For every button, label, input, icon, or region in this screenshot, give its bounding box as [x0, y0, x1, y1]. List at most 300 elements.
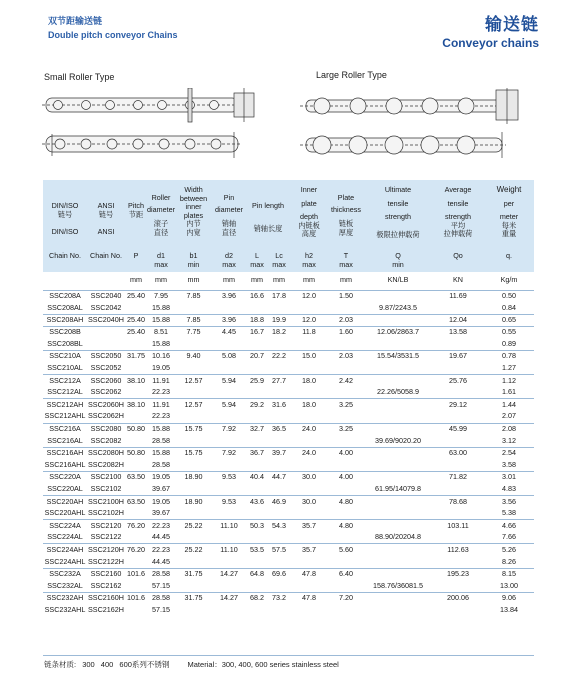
cell-d1: 22.23: [152, 411, 170, 421]
cell-T: [328, 484, 364, 496]
cell-d1: 22.23: [147, 520, 175, 532]
cell-ansi: SSC2052: [90, 363, 122, 373]
table-row: [43, 411, 534, 423]
cell-h2: [290, 508, 328, 520]
cell-qo: [432, 604, 484, 616]
cell-p: 25.40: [125, 314, 147, 326]
cell-d2: [212, 484, 246, 496]
cell-qo: [432, 302, 484, 314]
cell-L: 68.2: [246, 592, 268, 604]
cell-d2: 7.92: [212, 423, 246, 435]
cell-q: 22.26/5058.9: [377, 387, 419, 397]
cell-din: SSC208BL: [47, 338, 83, 348]
cell-b1: 7.85: [175, 314, 212, 326]
cell-q: [364, 459, 432, 471]
cell-L: [246, 556, 268, 568]
cell-ansi: SSC2122: [90, 532, 122, 542]
header-row: [43, 180, 534, 252]
col-pin-length: Pin length 销轴长度: [246, 180, 290, 252]
cell-d2: [212, 508, 246, 520]
cell-p: [125, 435, 147, 447]
cell-p: 76.20: [125, 520, 147, 532]
cell-b1: 9.40: [175, 350, 212, 362]
large-roller-label: Large Roller Type: [316, 70, 387, 80]
cell-T: 1.50: [328, 290, 364, 302]
cell-Lc: [268, 387, 290, 399]
cell-qo: [432, 435, 484, 447]
cell-din: SSC220A: [43, 471, 87, 483]
cell-Lc: 57.5: [268, 544, 290, 556]
cell-Lc: [268, 459, 290, 471]
cell-L: [246, 508, 268, 520]
cell-din: SSC210AL: [47, 363, 83, 373]
cell-L: 16.7: [246, 326, 268, 338]
cell-din: SSC216AHL: [44, 459, 86, 469]
cell-b1: [175, 604, 212, 616]
cell-Lc: [268, 363, 290, 375]
cell-q: [364, 556, 432, 568]
cell-T: 4.80: [328, 520, 364, 532]
table-row: [43, 580, 534, 592]
table-row: [43, 423, 534, 435]
cell-h2: [290, 532, 328, 544]
cell-d2: [212, 532, 246, 544]
cell-ansi: SSC2162: [90, 580, 122, 590]
cell-d2: 14.27: [212, 592, 246, 604]
header-unit-row: mm mm mm mm mm mm mm mm KN/LB KN Kg/m: [43, 272, 534, 290]
cell-T: [328, 411, 364, 423]
cell-d1: 19.05: [147, 471, 175, 483]
cell-din: SSC224AH: [43, 544, 87, 556]
cell-ansi: SSC2120H: [87, 544, 125, 556]
header-right: [442, 10, 539, 50]
cell-q: [364, 544, 432, 556]
cell-qo: [432, 508, 484, 520]
cell-d2: [212, 363, 246, 375]
table-row: [43, 447, 534, 459]
cell-p: 38.10: [125, 399, 147, 411]
cell-b1: [175, 484, 212, 496]
col-ultimate: Ultimate tensile strength 极限拉伸载荷: [364, 180, 432, 252]
cell-w: 8.26: [502, 556, 516, 566]
cell-p: [125, 363, 147, 375]
cell-qo: [432, 580, 484, 592]
cell-L: [246, 484, 268, 496]
cell-T: [328, 580, 364, 592]
cell-w: 0.50: [484, 290, 534, 302]
cell-d1: 22.23: [147, 544, 175, 556]
col-plate-thickness: Plate thickness 链板 厚度: [328, 180, 364, 252]
header-left: [48, 14, 178, 40]
cell-w: 0.84: [502, 302, 516, 312]
cell-L: 40.4: [246, 471, 268, 483]
cell-L: [246, 580, 268, 592]
cell-qo: [432, 532, 484, 544]
cell-d2: [212, 411, 246, 423]
cell-w: 4.83: [502, 484, 516, 493]
cell-qo: [432, 484, 484, 496]
cell-ansi: SSC2062H: [88, 411, 124, 421]
cell-d2: 3.96: [212, 290, 246, 302]
cell-h2: 35.7: [290, 544, 328, 556]
cell-w: 2.07: [502, 411, 516, 421]
cell-d1: 44.45: [152, 556, 170, 566]
cell-T: 4.00: [328, 471, 364, 483]
cell-q: [364, 520, 432, 532]
cell-q: [364, 375, 432, 387]
table-row: [43, 387, 534, 399]
cell-p: [125, 532, 147, 544]
cell-h2: [290, 556, 328, 568]
cell-p: [125, 580, 147, 592]
cell-d2: [212, 387, 246, 399]
cell-h2: 18.0: [290, 375, 328, 387]
cell-q: [364, 399, 432, 411]
cell-L: [246, 435, 268, 447]
cell-q: 9.87/2243.5: [379, 302, 417, 312]
cell-ansi: SSC2060: [87, 375, 125, 387]
cell-q: [364, 447, 432, 459]
cell-d2: 9.53: [212, 496, 246, 508]
cell-q: [364, 592, 432, 604]
cell-h2: [290, 387, 328, 399]
cell-b1: 15.75: [175, 423, 212, 435]
cell-h2: 35.7: [290, 520, 328, 532]
table-row: [43, 520, 534, 532]
cell-din: SSC224AHL: [44, 556, 86, 566]
cell-ansi: SSC2122H: [88, 556, 124, 566]
cell-T: 3.25: [328, 399, 364, 411]
cell-q: [364, 496, 432, 508]
cell-qo: 195.23: [432, 568, 484, 580]
cell-T: 4.00: [328, 447, 364, 459]
cell-p: 50.80: [125, 423, 147, 435]
cell-ansi: SSC2060H: [87, 399, 125, 411]
cell-T: 6.40: [328, 568, 364, 580]
cell-d1: 11.91: [147, 375, 175, 387]
table-row: [43, 604, 534, 616]
cell-Lc: [268, 411, 290, 423]
cell-ansi: SSC2080H: [87, 447, 125, 459]
cell-h2: 18.0: [290, 399, 328, 411]
cell-L: [246, 411, 268, 423]
cell-T: 1.60: [328, 326, 364, 338]
cell-w: 0.65: [484, 314, 534, 326]
cell-ansi: SSC2160H: [87, 592, 125, 604]
cell-h2: [290, 604, 328, 616]
cell-Lc: 31.6: [268, 399, 290, 411]
table-row: [43, 338, 534, 350]
cell-h2: [290, 302, 328, 314]
cell-L: 64.8: [246, 568, 268, 580]
col-roller: Roller diameter 滚子 直径: [147, 180, 175, 252]
cell-b1: 18.90: [175, 496, 212, 508]
cell-w: 1.27: [502, 363, 516, 373]
cell-w: 5.38: [502, 508, 516, 518]
cell-d1: 57.15: [152, 605, 170, 615]
cell-d1: 15.88: [147, 314, 175, 326]
cell-qo: 71.82: [432, 471, 484, 483]
cell-h2: 15.0: [290, 350, 328, 362]
table-row: [43, 435, 534, 447]
table-row: [43, 363, 534, 375]
cell-Lc: 39.7: [268, 447, 290, 459]
cell-b1: [175, 459, 212, 471]
cell-din: SSC212A: [43, 375, 87, 387]
table-row: [43, 544, 534, 556]
cell-w: 3.58: [502, 459, 516, 469]
cell-d2: [212, 604, 246, 616]
cell-q: [364, 338, 432, 350]
cell-qo: [432, 556, 484, 568]
cell-d1: 7.95: [147, 290, 175, 302]
table-row: [43, 290, 534, 302]
cell-p: [125, 508, 147, 520]
cell-Lc: [268, 532, 290, 544]
cell-d1: 15.88: [147, 447, 175, 459]
cell-T: [328, 363, 364, 375]
cell-qo: 29.12: [432, 399, 484, 411]
cell-d2: [212, 338, 246, 350]
cell-w: 1.44: [484, 399, 534, 411]
cell-p: 76.20: [125, 544, 147, 556]
cell-T: [328, 338, 364, 350]
cell-d2: 5.94: [212, 399, 246, 411]
table-row: [43, 471, 534, 483]
cell-L: [246, 459, 268, 471]
cell-d2: 5.94: [212, 375, 246, 387]
cell-p: 25.40: [125, 290, 147, 302]
cell-d1: 15.88: [147, 423, 175, 435]
cell-Lc: [268, 435, 290, 447]
cell-b1: 7.85: [175, 290, 212, 302]
cell-din: SSC232AL: [47, 580, 83, 590]
cell-din: SSC224AL: [47, 532, 83, 542]
cell-w: 0.78: [484, 350, 534, 362]
table-row: [43, 326, 534, 338]
cell-p: [125, 604, 147, 616]
cell-h2: [290, 580, 328, 592]
cell-T: 2.42: [328, 375, 364, 387]
cell-p: 63.50: [125, 496, 147, 508]
cell-d1: 39.67: [152, 484, 170, 493]
cell-din: SSC208AH: [43, 314, 87, 326]
cell-q: 15.54/3531.5: [364, 350, 432, 362]
cell-p: 25.40: [125, 326, 147, 338]
table-row: [43, 568, 534, 580]
cell-b1: 31.75: [175, 592, 212, 604]
cell-din: SSC208AL: [47, 302, 83, 312]
cell-qo: [432, 387, 484, 399]
cell-Lc: 19.9: [268, 314, 290, 326]
cell-ansi: SSC2082: [90, 435, 122, 445]
cell-d1: 10.16: [147, 350, 175, 362]
cell-T: [328, 435, 364, 447]
cell-d1: 15.88: [152, 338, 170, 348]
cell-p: 101.6: [125, 568, 147, 580]
cell-din: SSC212AH: [43, 399, 87, 411]
cell-q: [364, 411, 432, 423]
header-cn-big: 输送链: [485, 15, 539, 34]
cell-p: 31.75: [125, 350, 147, 362]
cell-b1: 25.22: [175, 520, 212, 532]
cell-d1: 15.88: [152, 302, 170, 312]
cell-Lc: [268, 302, 290, 314]
cell-ansi: SSC2042: [90, 302, 122, 312]
table-row: [43, 532, 534, 544]
cell-p: [125, 338, 147, 350]
cell-p: [125, 387, 147, 399]
col-pitch: Pitch 节距: [125, 180, 147, 252]
small-roller-label: Small Roller Type: [44, 72, 115, 82]
cell-din: SSC212AHL: [44, 411, 86, 421]
cell-Lc: [268, 580, 290, 592]
cell-w: 0.55: [484, 326, 534, 338]
cell-h2: 30.0: [290, 471, 328, 483]
cell-din: SSC216A: [43, 423, 87, 435]
cell-din: SSC232AH: [43, 592, 87, 604]
cell-d1: 22.23: [152, 387, 170, 397]
cell-L: [246, 604, 268, 616]
cell-L: 25.9: [246, 375, 268, 387]
cell-b1: [175, 387, 212, 399]
cell-w: 3.56: [484, 496, 534, 508]
cell-T: 2.03: [328, 314, 364, 326]
cell-p: 101.6: [125, 592, 147, 604]
cell-h2: 12.0: [290, 290, 328, 302]
cell-din: SSC208A: [43, 290, 87, 302]
cell-h2: 24.0: [290, 447, 328, 459]
cell-d2: [212, 302, 246, 314]
cell-d1: 28.58: [152, 459, 170, 469]
cell-qo: [432, 459, 484, 471]
cell-L: [246, 338, 268, 350]
cell-T: [328, 508, 364, 520]
cell-T: [328, 302, 364, 314]
cell-p: [125, 302, 147, 314]
cell-qo: 13.58: [432, 326, 484, 338]
cell-d1: 19.05: [152, 363, 170, 373]
cell-h2: 47.8: [290, 568, 328, 580]
cell-h2: 47.8: [290, 592, 328, 604]
cell-q: [364, 423, 432, 435]
table-row: [43, 496, 534, 508]
cell-q: [364, 290, 432, 302]
cell-w: 3.01: [484, 471, 534, 483]
cell-d2: 3.96: [212, 314, 246, 326]
cell-ansi: SSC2100: [87, 471, 125, 483]
cell-q: 12.06/2863.7: [364, 326, 432, 338]
table-row: [43, 375, 534, 387]
table-row: [43, 302, 534, 314]
cell-din: SSC220AH: [43, 496, 87, 508]
table-row: [43, 484, 534, 496]
cell-w: 5.26: [484, 544, 534, 556]
cell-T: 7.20: [328, 592, 364, 604]
cell-w: 3.12: [502, 435, 516, 445]
cell-ansi: SSC2040: [87, 290, 125, 302]
cell-q: [364, 568, 432, 580]
cell-Lc: [268, 338, 290, 350]
cell-T: 3.25: [328, 423, 364, 435]
cell-q: [364, 471, 432, 483]
cell-d2: [212, 580, 246, 592]
cell-w: 4.66: [484, 520, 534, 532]
cell-Lc: 22.2: [268, 350, 290, 362]
cell-L: 53.5: [246, 544, 268, 556]
header-en-big: Conveyor chains: [442, 36, 539, 50]
cell-b1: 7.75: [175, 326, 212, 338]
cell-b1: 25.22: [175, 544, 212, 556]
cell-h2: [290, 435, 328, 447]
cell-p: [125, 411, 147, 423]
cell-q: [364, 604, 432, 616]
cell-d2: [212, 459, 246, 471]
table-row: [43, 556, 534, 568]
cell-L: 43.6: [246, 496, 268, 508]
cell-din: SSC232AHL: [44, 605, 86, 615]
col-average: Average tensile strength 平均 拉伸载荷: [432, 180, 484, 252]
cell-b1: [175, 302, 212, 314]
cell-L: 20.7: [246, 350, 268, 362]
cell-w: 7.66: [502, 532, 516, 542]
cell-b1: 31.75: [175, 568, 212, 580]
cell-h2: [290, 363, 328, 375]
cell-T: 2.03: [328, 350, 364, 362]
table-bottom-rule: [43, 655, 534, 656]
cell-T: 5.60: [328, 544, 364, 556]
cell-Lc: 44.7: [268, 471, 290, 483]
header-symbol-row: Chain No. Chain No. P d1 max b1 min d2 max L max Lc max h2 max T max Q min Qo q.: [43, 252, 534, 272]
cell-L: [246, 302, 268, 314]
cell-w: 1.61: [502, 387, 516, 397]
col-width: Width between inner plates 内节 内宽: [175, 180, 212, 252]
cell-ansi: SSC2120: [87, 520, 125, 532]
cell-d1: 57.15: [152, 580, 170, 590]
cell-qo: 45.99: [432, 423, 484, 435]
cell-w: 2.54: [484, 447, 534, 459]
cell-T: [328, 387, 364, 399]
cell-b1: 12.57: [175, 375, 212, 387]
cell-q: [364, 314, 432, 326]
cell-d1: 28.58: [147, 568, 175, 580]
cell-w: 13.00: [500, 580, 518, 590]
cell-d2: 11.10: [212, 520, 246, 532]
cell-d2: [212, 435, 246, 447]
cell-h2: 30.0: [290, 496, 328, 508]
cell-Lc: 73.2: [268, 592, 290, 604]
cell-p: 38.10: [125, 375, 147, 387]
cell-qo: [432, 363, 484, 375]
cell-Lc: [268, 556, 290, 568]
cell-b1: 12.57: [175, 399, 212, 411]
spec-table: [43, 180, 534, 617]
cell-ansi: SSC2100H: [87, 496, 125, 508]
cell-d2: 9.53: [212, 471, 246, 483]
cell-ansi: [87, 338, 125, 350]
cell-q: [364, 363, 432, 375]
cell-Lc: [268, 508, 290, 520]
cell-L: 18.8: [246, 314, 268, 326]
cell-qo: 78.68: [432, 496, 484, 508]
cell-b1: [175, 580, 212, 592]
cell-qo: [432, 411, 484, 423]
cell-d1: 28.58: [147, 592, 175, 604]
cell-d1: 19.05: [147, 496, 175, 508]
cell-Lc: 46.9: [268, 496, 290, 508]
cell-h2: 11.8: [290, 326, 328, 338]
cell-h2: [290, 459, 328, 471]
